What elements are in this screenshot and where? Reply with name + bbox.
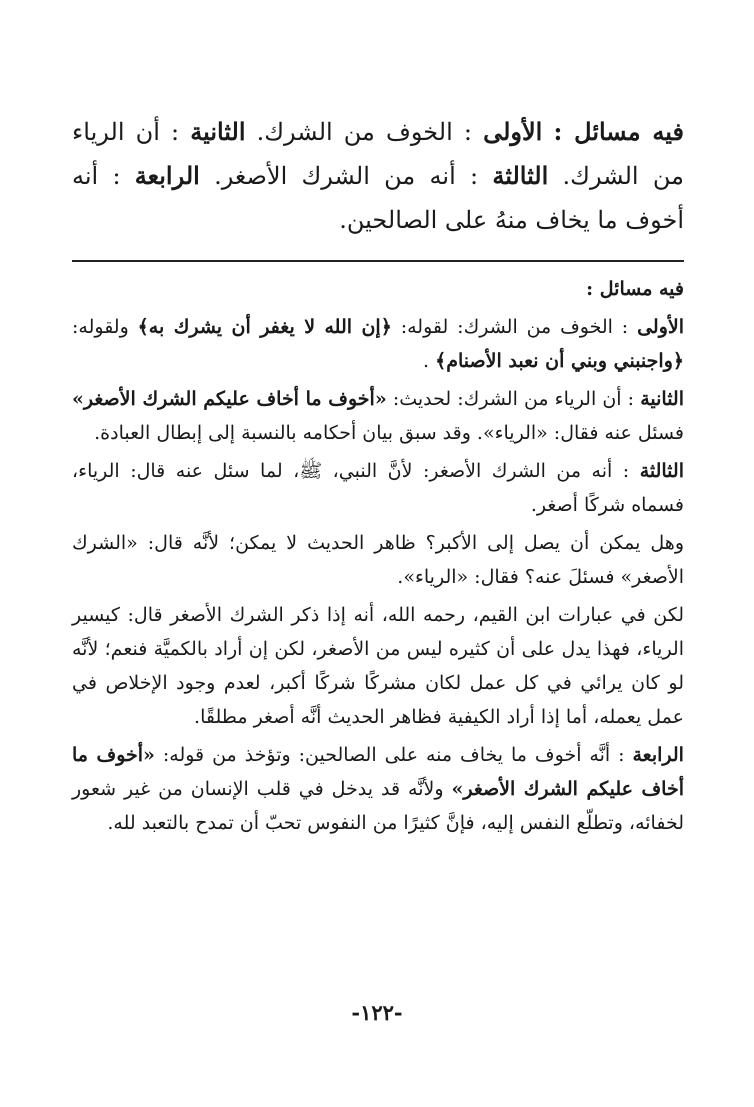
commentary-issue-first (72, 310, 684, 378)
lead-text-second: : أن الرياء من الشرك. (72, 118, 684, 190)
page-body (72, 110, 684, 844)
lead-paragraph (72, 110, 684, 242)
issue-first-end: . (422, 350, 430, 372)
issue-first-text: : الخوف من الشرك: لقوله: (400, 316, 629, 338)
footnote-divider (72, 260, 684, 262)
issue-first-quote-one: ﴿إن الله لا يغفر أن يشرك به﴾ (137, 316, 392, 338)
issue-first-label: الأولى (637, 316, 685, 338)
commentary-issue-third (72, 454, 684, 522)
commentary-ibn-qayyim: لكن في عبارات ابن القيم، رحمه الله، أنه إذا ذكر الشرك الأصغر قال: كيسير الرياء، فهذا يدل على أن كثيره ليس من الأصغر، لكن إن أراد بالكميَّة فنعم؛ لأنَّه لو كان يرائي في كل عمل لكان مشركًا شركًا أكبر، لعدم وجود الإخلاص في عمل يعمله، أما إذا أراد الكيفية فظاهر الحديث أنَّه أصغر مطلقًا. (72, 604, 684, 728)
lead-text-fourth: : أنه أخوف ما يخاف منهُ على الصالحين. (72, 162, 684, 234)
lead-label-fourth: الرابعة (134, 161, 200, 190)
issue-first-text-two: ولقوله: (72, 316, 129, 338)
issue-fourth-text-two: ولأنَّه قد يدخل في قلب الإنسان من غير شعور لخفائه، وتطلّع النفس إليه، فإنَّ كثيرًا من النفوس تحبّ أن تمدح بالتعبد لله. (72, 778, 684, 834)
issue-fourth-text: : أنَّه أخوف ما يخاف منه على الصالحين: وتؤخذ من قوله: (162, 744, 625, 766)
issue-second-label: الثانية (640, 388, 685, 410)
issue-third-label: الثالثة (639, 460, 684, 482)
lead-text-first: : الخوف من الشرك. (256, 118, 472, 146)
commentary-heading: فيه مسائل : (586, 278, 684, 300)
lead-heading: فيه مسائل : (553, 117, 684, 146)
lead-label-second: الثانية (190, 117, 246, 146)
lead-text-third: : أنه من الشرك الأصغر. (214, 162, 479, 190)
commentary-question: وهل يمكن أن يصل إلى الأكبر؟ ظاهر الحديث لا يمكن؛ لأنَّه قال: «الشرك الأصغر» فسئلَ عنه؟ فقال: «الرياء». (72, 532, 684, 588)
issue-second-text-two: فسئل عنه فقال: «الرياء». وقد سبق بيان أحكامه بالنسبة إلى إبطال العبادة. (94, 422, 684, 444)
issue-third-text: : أنه من الشرك الأصغر: لأنَّ النبي، ﷺ، لما سئل عنه قال: الرياء، فسماه شركًا أصغر. (72, 460, 684, 516)
commentary-issue-second (72, 382, 684, 450)
issue-first-quote-two: ﴿واجنبني وبني أن نعبد الأصنام﴾ (435, 350, 684, 372)
issue-fourth-label: الرابعة (632, 744, 684, 766)
commentary (72, 272, 684, 840)
issue-second-quote: «أخوف ما أخاف عليكم الشرك الأصغر» (72, 388, 387, 410)
commentary-issue-fourth (72, 738, 684, 840)
page-number: -١٢٢- (351, 1000, 403, 1025)
lead-label-first: الأولى (483, 117, 543, 146)
lead-label-third: الثالثة (492, 161, 549, 190)
issue-second-text: : أن الرياء من الشرك: لحديث: (392, 388, 635, 410)
issue-fourth-quote: «أخوف ما أخاف عليكم الشرك الأصغر» (72, 744, 684, 800)
